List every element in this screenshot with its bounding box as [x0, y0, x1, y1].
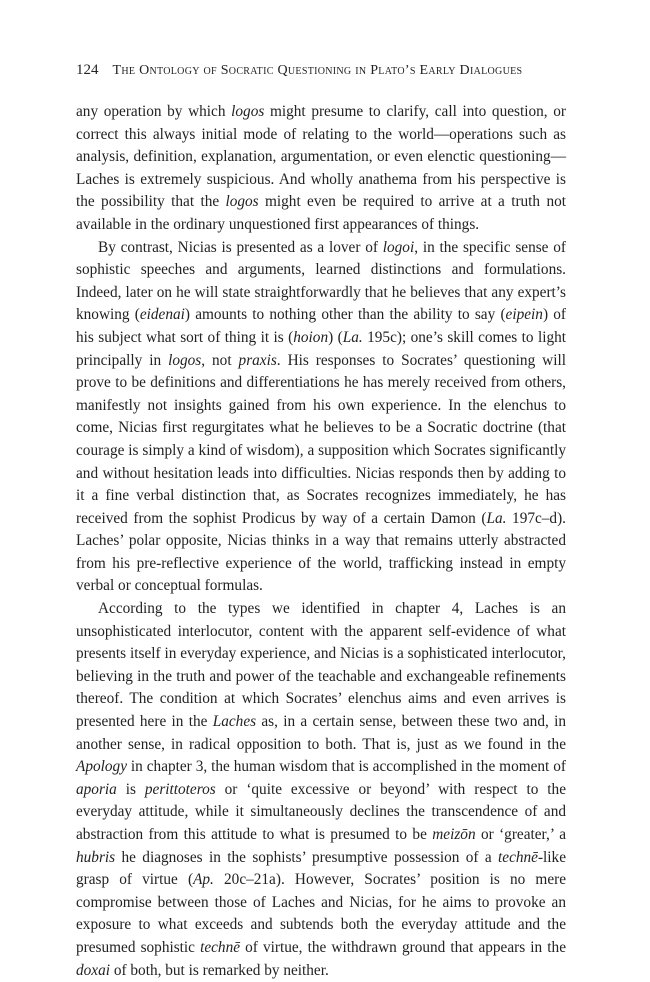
text-run: is: [116, 780, 145, 798]
italic-term: technē: [498, 848, 538, 866]
italic-term: logos: [225, 193, 259, 211]
text-run: ) (: [328, 328, 343, 346]
italic-term: La.: [486, 509, 507, 527]
text-run: ) of his subject what sort of thing it is (: [76, 306, 566, 346]
text-run: , in the specific sense of sophistic speeches and arguments, learned distinctions and formulations. Indeed, later on he will state straightforwardly that he believes that any expert’s knowing (: [76, 238, 566, 324]
italic-term: Laches: [212, 713, 257, 731]
text-run: as, in a certain sense, between these two and, in another sense, in radical opposition to both. That is, just as we found in the: [76, 713, 566, 753]
text-run: of both, but is remarked by neither.: [110, 961, 329, 979]
paragraph: [76, 101, 566, 237]
body-text: [76, 101, 566, 982]
text-run: . His responses to Socrates’ questioning will prove to be definitions and differentiations he has merely received from others, manifestly not insights gained from his own experience. In the elenchus to come, Nicias first regurgitates what he believes to be a Socratic doctrine (that courage is simply a kind of wisdom), a supposition which Socrates significantly and without hesitation leads into difficulties. Nicias responds then by adding to it a fine verbal distinction that, as Socrates recognizes immediately, he has received from the sophist Prodicus by way of a certain Damon (: [76, 351, 566, 527]
italic-term: logoi: [382, 238, 415, 256]
text-run: 20c–21a). However, Socrates’ position is no mere compromise between those of Laches and Nicias, for he aims to provoke an exposure to what exceeds and subtends both the everyday attitude and the presumed sophistic: [76, 871, 566, 956]
text-run: might even be required to arrive at a truth not available in the ordinary unquestioned first appearances of things.: [76, 193, 566, 233]
running-head: [76, 62, 566, 79]
italic-term: Apology: [76, 758, 127, 776]
italic-term: hoion: [293, 328, 329, 346]
italic-term: La.: [342, 328, 363, 346]
text-run: According to the types we identified in chapter 4, Laches is an unsophisticated interlocutor, content with the apparent self-evidence of what presents itself in everyday experience, and Nicias is a sophisticated interlocutor, believing in the truth and power of the teachable and exchangeable refinements thereof. The condition at which Socrates’ elenchus aims and even arrives is presented here in the: [76, 600, 566, 731]
running-title: The Ontology of Socratic Questioning in Plato’s Early Dialogues: [112, 63, 523, 78]
italic-term: hubris: [76, 848, 116, 866]
text-run: 195c); one’s skill comes to light principally in: [76, 328, 566, 369]
italic-term: meizōn: [432, 826, 476, 843]
italic-term: doxai: [76, 961, 110, 979]
italic-term: technē: [200, 938, 241, 956]
text-run: in chapter 3, the human wisdom that is accomplished in the moment of: [126, 758, 566, 776]
text-run: or ‘quite excessive or beyond’ with respect to the everyday attitude, while it simultaneously declines the transcendence of and abstraction from this attitude to what is presumed to be: [76, 780, 566, 843]
text-run: might presume to clarify, call into question, or correct this always initial mode of relating to the world—operations such as analysis, definition, explanation, argumentation, or even elenctic questioning—Laches is extremely suspicious. And wholly anathema from his perspective is the possibility that the: [76, 103, 566, 211]
italic-term: perittoteros: [144, 780, 216, 798]
text-run: or ‘greater,’ a: [475, 826, 566, 843]
italic-term: logos: [168, 351, 202, 369]
text-run: of virtue, the withdrawn ground that appears in the: [240, 938, 566, 956]
text-run: ) amounts to nothing other than the ability to say (: [184, 306, 506, 324]
italic-term: praxis: [238, 351, 277, 369]
italic-term: eidenai: [139, 306, 185, 324]
text-run: 197c–d). Laches’ polar opposite, Nicias thinks in a way that remains utterly abstracted from his pre-reflective experience of the world, trafficking instead in empty verbal or conceptual formulas.: [76, 509, 566, 595]
paragraph: [76, 598, 566, 982]
italic-term: logos: [231, 103, 265, 120]
text-run: By contrast, Nicias is presented as a lover of: [98, 238, 383, 256]
italic-term: Ap.: [193, 871, 214, 889]
paragraph: [76, 237, 566, 599]
book-page: [76, 62, 566, 982]
page-number: 124: [76, 62, 99, 78]
italic-term: aporia: [76, 780, 117, 798]
italic-term: eipein: [505, 306, 543, 324]
text-run: he diagnoses in the sophists’ presumptive possession of a: [115, 848, 499, 866]
text-run: any operation by which: [76, 103, 232, 120]
text-run: -like grasp of virtue (: [76, 848, 566, 889]
text-run: , not: [201, 351, 239, 369]
